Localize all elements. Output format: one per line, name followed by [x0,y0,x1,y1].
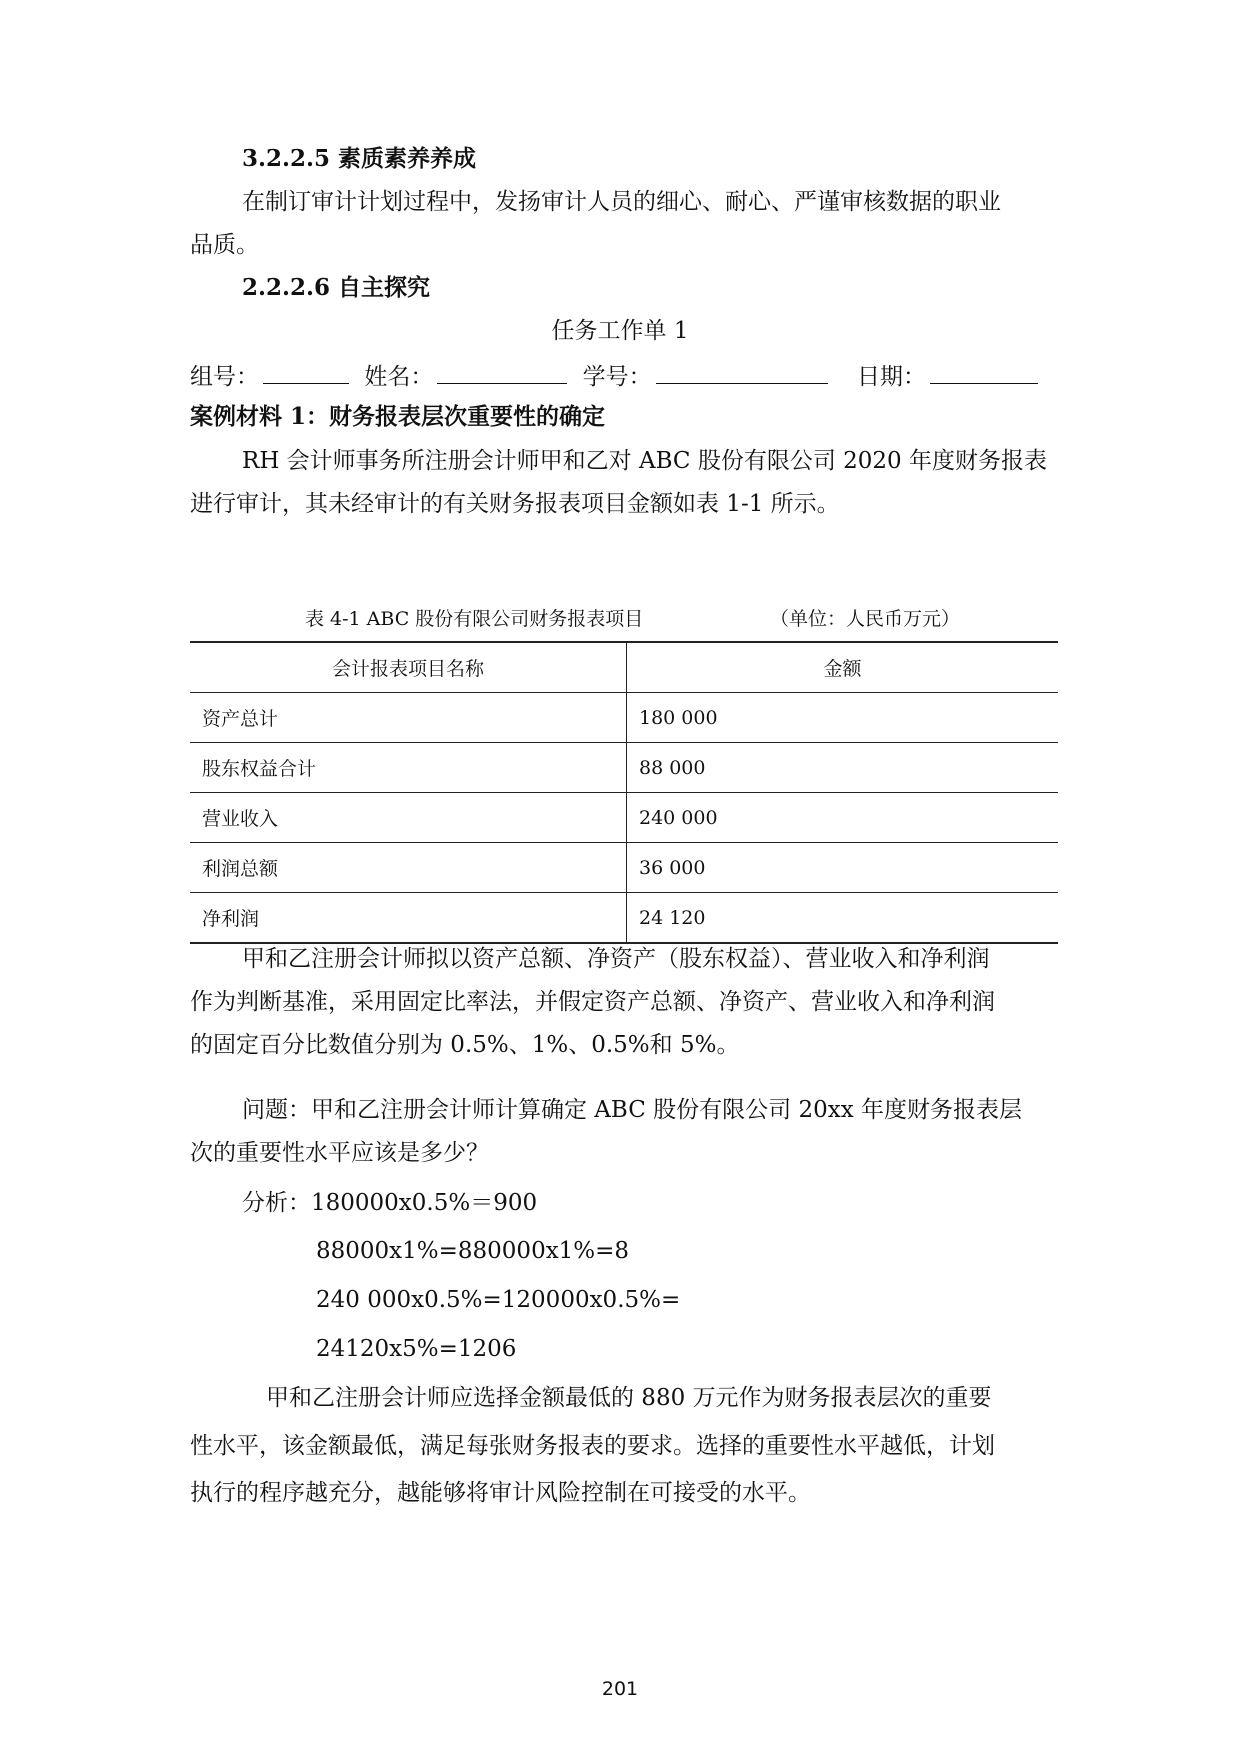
analysis-line: 88000x1%=880000x1%=8 [316,1238,630,1264]
paragraph-line: 的固定百分比数值分别为 0.5%、1%、0.5%和 5%。 [190,1032,740,1058]
question-line: 次的重要性水平应该是多少？ [190,1140,489,1166]
item-name-cell: 净利润 [190,893,627,944]
name-blank [437,359,567,384]
table-header-row [190,642,1058,693]
paragraph-line: RH 会计师事务所注册会计师甲和乙对 ABC 股份有限公司 2020 年度财务报表 [242,448,1047,474]
paragraph-line: 在制订审计计划过程中，发扬审计人员的细心、耐心、严谨审核数据的职业 [242,189,1001,215]
analysis-line: 240 000x0.5%=120000x0.5%= [316,1287,681,1313]
section-heading-2-2-2-6: 2.2.2.6 自主探究 [242,274,431,301]
amount-cell: 36 000 [627,843,1059,893]
paragraph-line: 品质。 [190,232,259,258]
table-row [190,893,1058,944]
case-heading: 案例材料 1：财务报表层次重要性的确定 [190,403,606,430]
date-blank [930,359,1038,384]
item-name-cell: 资产总计 [190,693,627,743]
analysis-line: 24120x5%=1206 [316,1336,517,1362]
question-line: 问题：甲和乙注册会计师计算确定 ABC 股份有限公司 20xx 年度财务报表层 [242,1097,1022,1123]
paragraph-line: 进行审计，其未经审计的有关财务报表项目金额如表 1-1 所示。 [190,491,840,517]
amount-cell: 88 000 [627,743,1059,793]
conclusion-line: 性水平，该金额最低，满足每张财务报表的要求。选择的重要性水平越低，计划 [190,1433,995,1459]
id-label: 学号： [582,364,652,390]
header-item-name: 会计报表项目名称 [190,642,627,693]
table-row [190,843,1058,893]
name-label: 姓名： [364,364,434,390]
paragraph-line: 甲和乙注册会计师拟以资产总额、净资产（股东权益）、营业收入和净利润 [242,946,990,972]
table-row [190,743,1058,793]
section-heading-3-2-2-5: 3.2.2.5 素质素养养成 [242,145,477,172]
analysis-line: 分析：180000x0.5%＝900 [242,1190,538,1216]
table-caption: 表 4-1 ABC 股份有限公司财务报表项目 [305,608,644,630]
conclusion-line: 甲和乙注册会计师应选择金额最低的 880 万元作为财务报表层次的重要 [266,1385,992,1411]
group-label: 组号： [190,364,259,390]
item-name-cell: 营业收入 [190,793,627,843]
amount-cell: 24 120 [627,893,1059,944]
table-row [190,793,1058,843]
item-name-cell: 股东权益合计 [190,743,627,793]
financial-items-table [190,641,1058,944]
header-amount: 金额 [627,642,1059,693]
worksheet-fields-row [190,359,1058,392]
amount-cell: 240 000 [627,793,1059,843]
item-name-cell: 利润总额 [190,843,627,893]
table-row [190,693,1058,743]
worksheet-title: 任务工作单 1 [551,318,689,344]
id-blank [656,359,828,384]
date-label: 日期： [856,364,926,390]
table-unit: （单位：人民币万元） [770,608,961,630]
page-number: 201 [601,1678,639,1700]
amount-cell: 180 000 [627,693,1059,743]
conclusion-line: 执行的程序越充分，越能够将审计风险控制在可接受的水平。 [190,1480,811,1506]
paragraph-line: 作为判断基准，采用固定比率法，并假定资产总额、净资产、营业收入和净利润 [190,989,995,1015]
group-blank [263,359,349,384]
